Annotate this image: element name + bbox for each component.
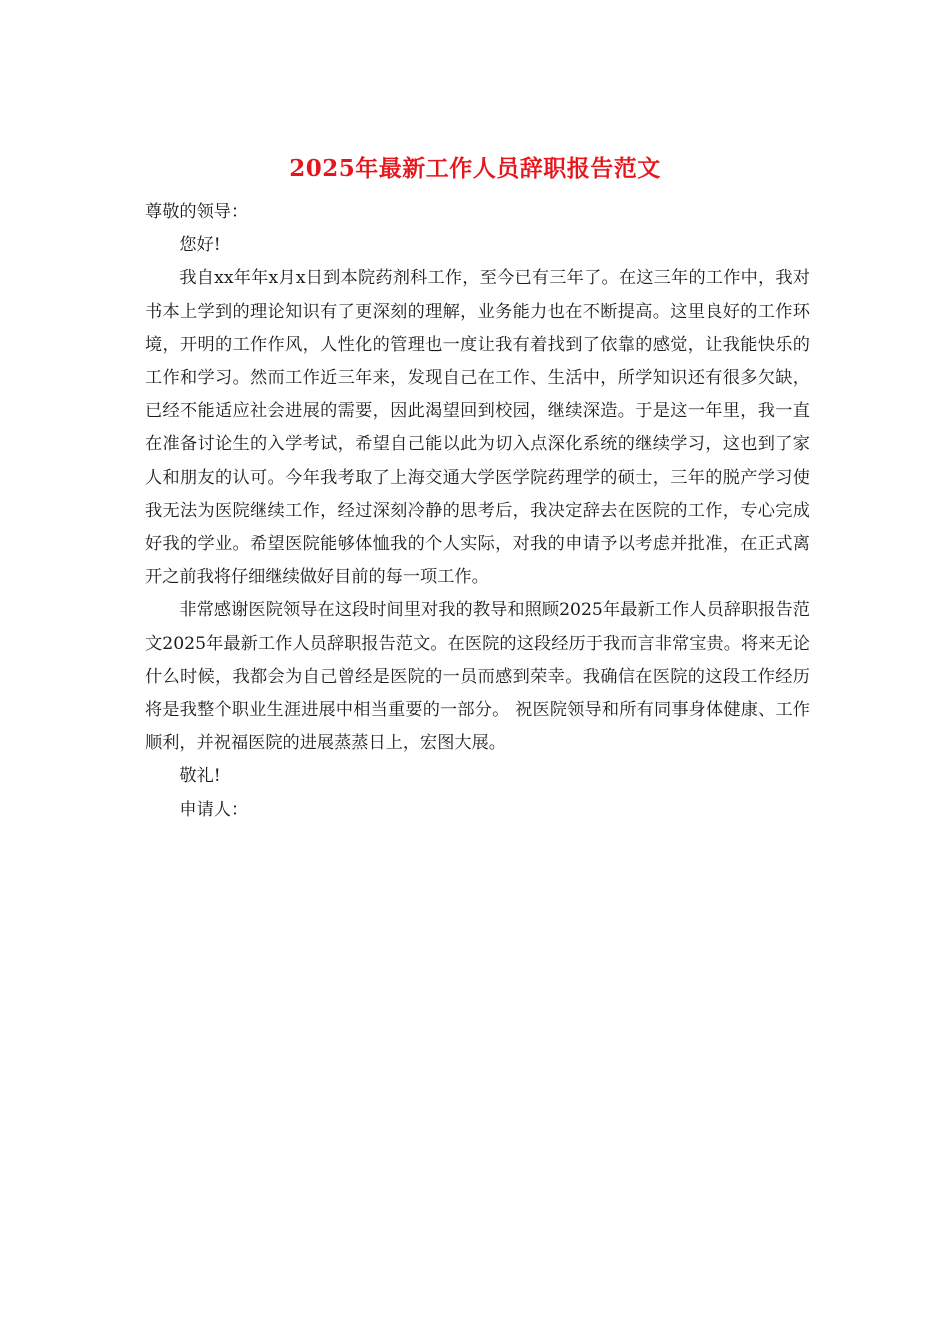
greeting: 您好! [179, 235, 221, 256]
paragraph-1: 我自xx年年x月x日到本院药剂科工作，至今已有三年了。在这三年的工作中，我对书本上学到的理论知识有了更深刻的理解，业务能力也在不断提高。这里良好的工作环境，开明的工作作风，人性化的管理也一度让我有着找到了依靠的感觉，让我能快乐的工作和学习。然而工作近三年来，发现自己在工作、生活中，所学知识还有很多欠缺，已经不能适应社会进展的需要，因此渴望回到校园，继续深造。于是这一年里，我一直在准备讨论生的入学考试，希望自己能以此为切入点深化系统的继续学习，这也到了家人和朋友的认可。今年我考取了上海交通大学医学院药理学的硕士，三年的脱产学习使我无法为医院继续工作，经过深刻冷静的思考后，我决定辞去在医院的工作，专心完成好我的学业。希望医院能够体恤我的个人实际，对我的申请予以考虑并批准，在正式离开之前我将仔细继续做好目前的每一项工作。 [145, 268, 810, 588]
paragraph-2: 非常感谢医院领导在这段时间里对我的教导和照顾2025年最新工作人员辞职报告范文2025年最新工作人员辞职报告范文。在医院的这段经历于我而言非常宝贵。将来无论什么时候，我都会为自己曾经是医院的一员而感到荣幸。我确信在医院的这段工作经历将是我整个职业生涯进展中相当重要的一部分。 祝医院领导和所有同事身体健康、工作顺利，并祝福医院的进展蒸蒸日上，宏图大展。 [145, 600, 810, 754]
document-title: 2025年最新工作人员辞职报告范文 [289, 155, 661, 182]
salutation: 尊敬的领导： [145, 202, 249, 222]
signature-label: 申请人： [179, 799, 249, 820]
closing: 敬礼! [179, 766, 221, 787]
document-body [145, 196, 810, 827]
